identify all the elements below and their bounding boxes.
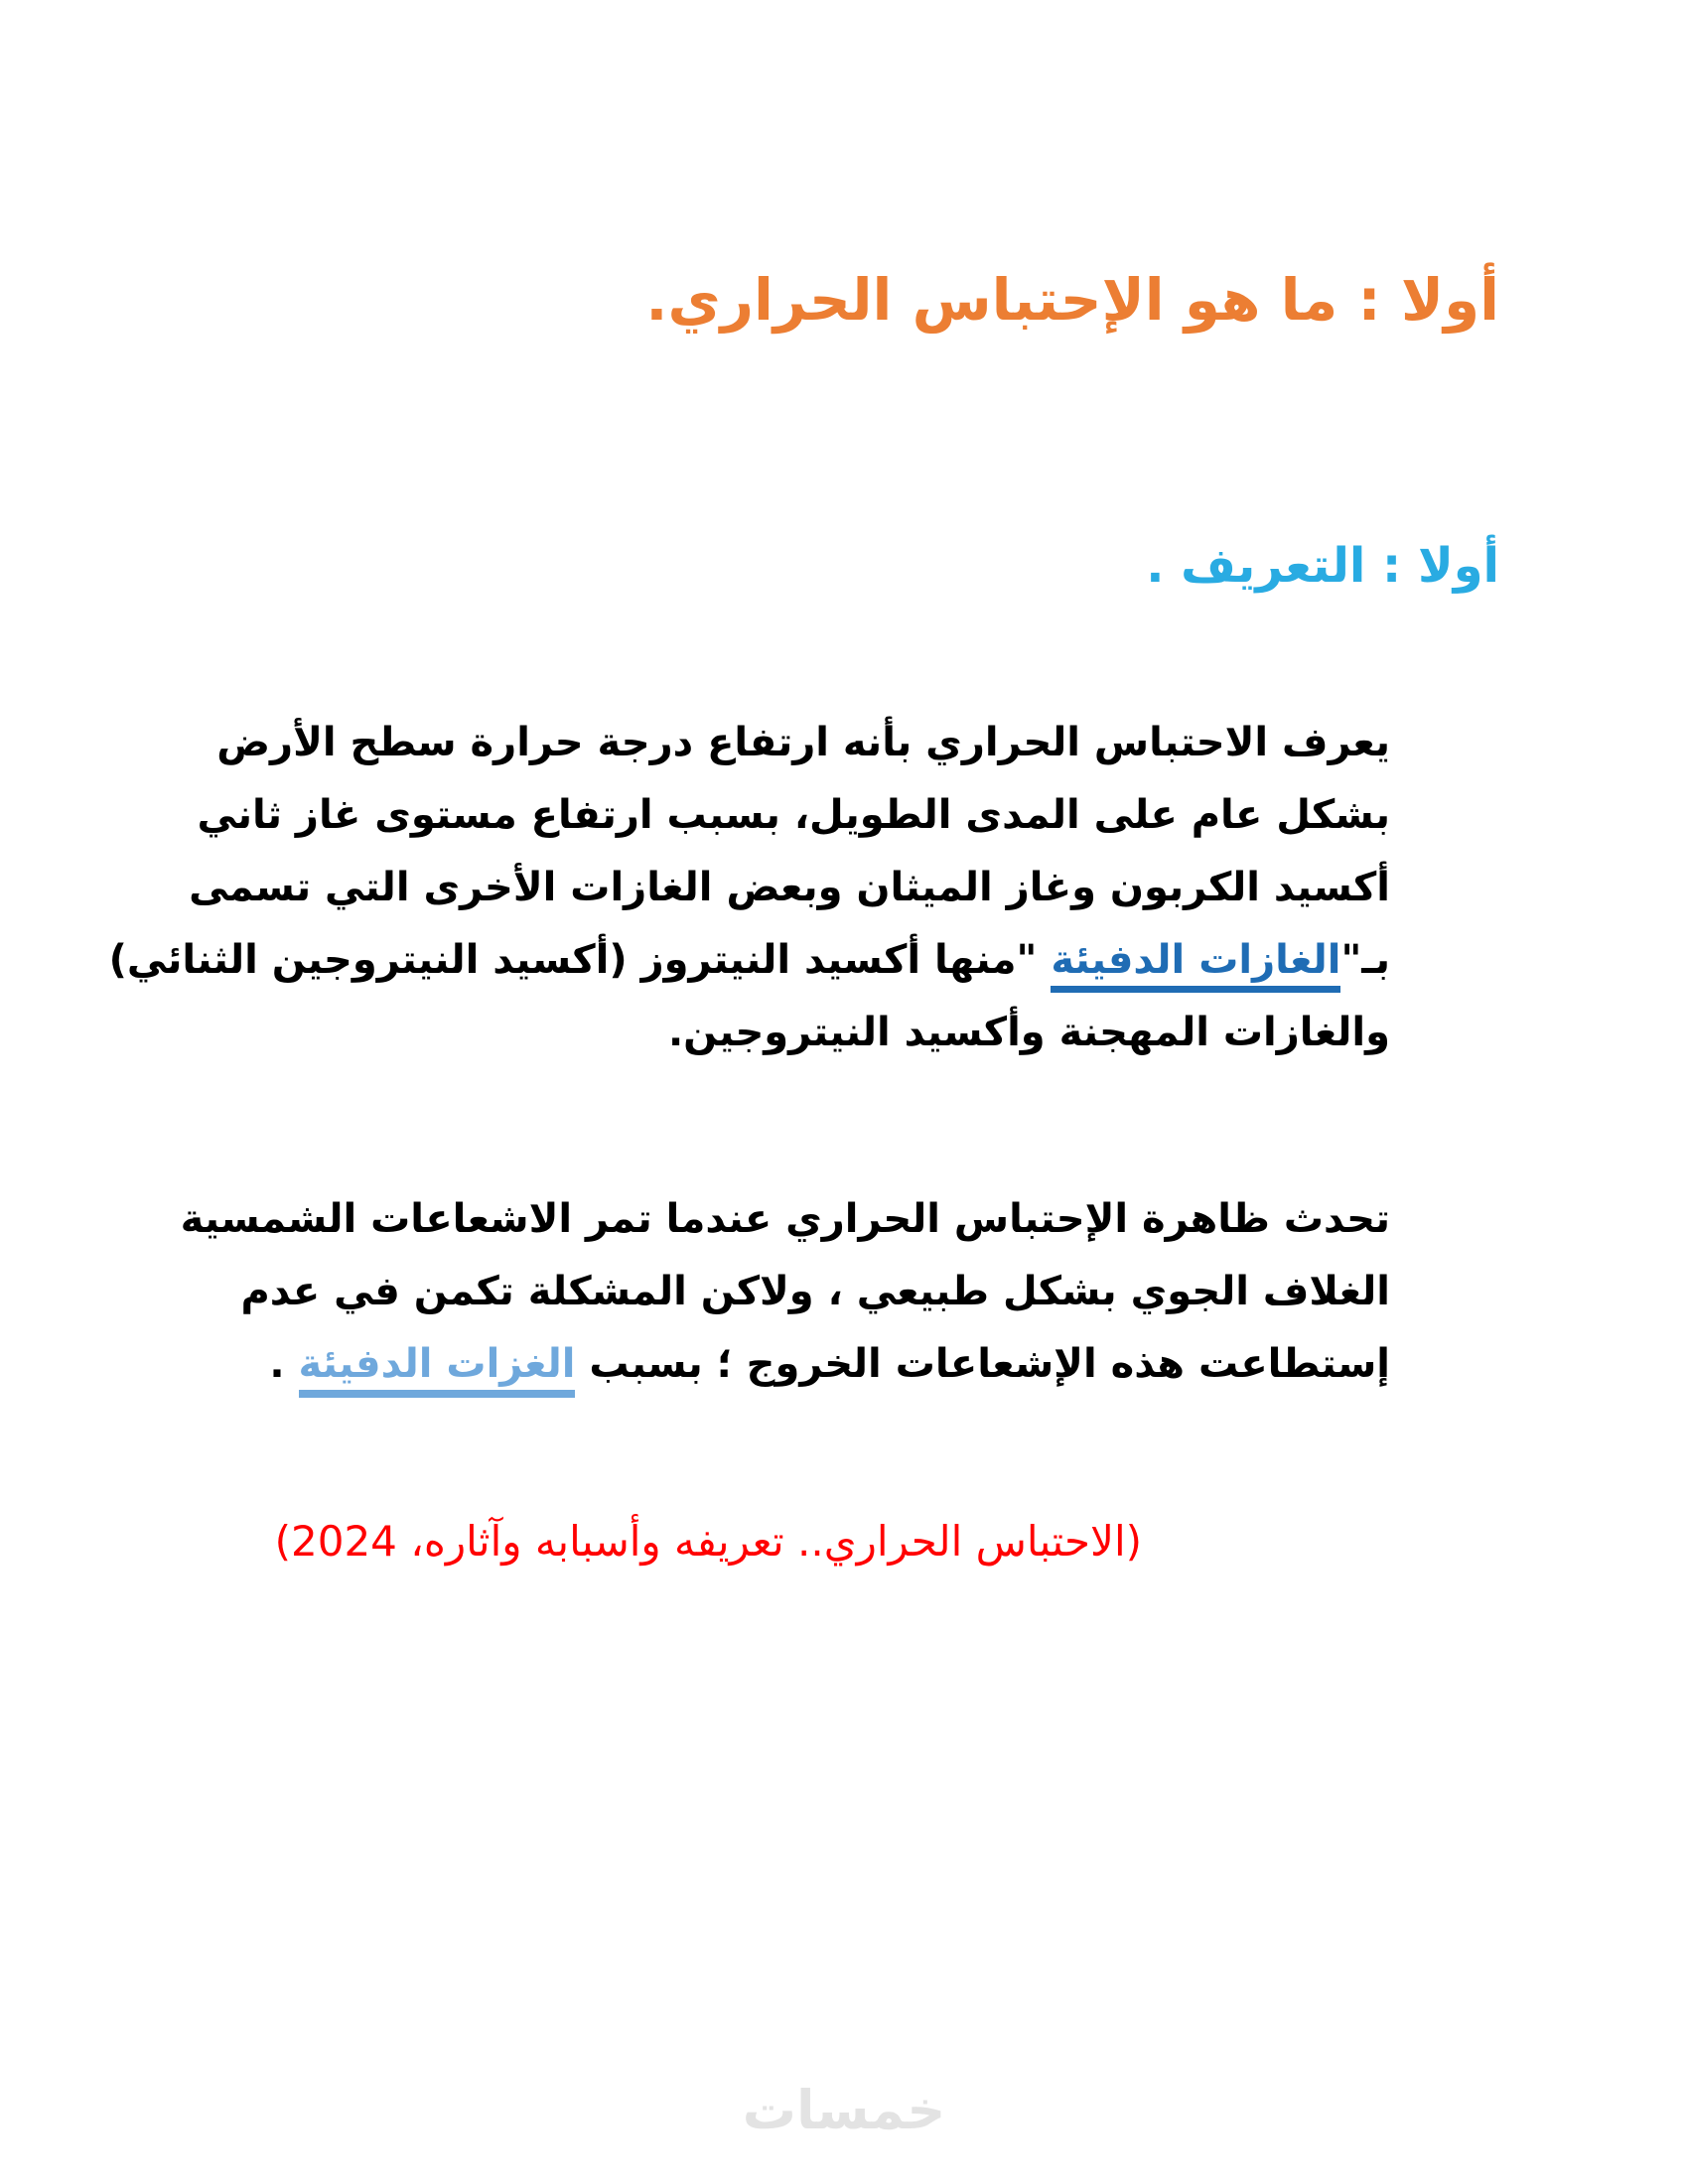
paragraph-line [181,1328,1390,1401]
paragraph-line: أكسيد الكربون وغاز الميثان وبعض الغازات الأخرى التي تسمى [189,865,1390,910]
definition-heading: أولا : التعريف . [1146,538,1499,594]
paragraph-line: يعرف الاحتباس الحراري بأنه ارتفاع درجة حرارة سطح الأرض [216,720,1390,765]
paragraph-line: بشكل عام على المدى الطويل، بسبب ارتفاع مستوى غاز ثاني [197,792,1390,838]
greenhouse-gases-link[interactable]: الغازات الدفيئة [1051,937,1340,993]
definition-paragraph [109,707,1390,1069]
text-segment: "منها أكسيد النيتروز (أكسيد النيتروجين الثنائي) [108,937,1052,983]
source-citation: (الاحتباس الحراري.. تعريفه وأسبابه وآثاره، 2024) [274,1517,1142,1566]
paragraph-line: والغازات المهجنة وأكسيد النيتروجين. [667,1010,1390,1055]
paragraph-line: الغلاف الجوي بشكل طبيعي ، ولاكن المشكلة تكمن في عدم [240,1269,1390,1314]
phenomenon-paragraph [181,1183,1390,1401]
paragraph-line: تحدث ظاهرة الإحتباس الحراري عندما تمر الاشعاعات الشمسية [180,1196,1390,1242]
text-segment: بـ" [1340,937,1390,983]
text-segment: إستطاعت هذه الإشعاعات الخروج ؛ بسبب [575,1341,1390,1387]
page-title: أولا : ما هو الإحتباس الحراري. [645,266,1499,334]
text-segment: . [269,1341,299,1387]
paragraph-line [109,924,1390,997]
warm-gases-link[interactable]: الغزات الدفيئة [299,1341,576,1398]
khamsat-watermark: خمسات [742,2079,946,2141]
